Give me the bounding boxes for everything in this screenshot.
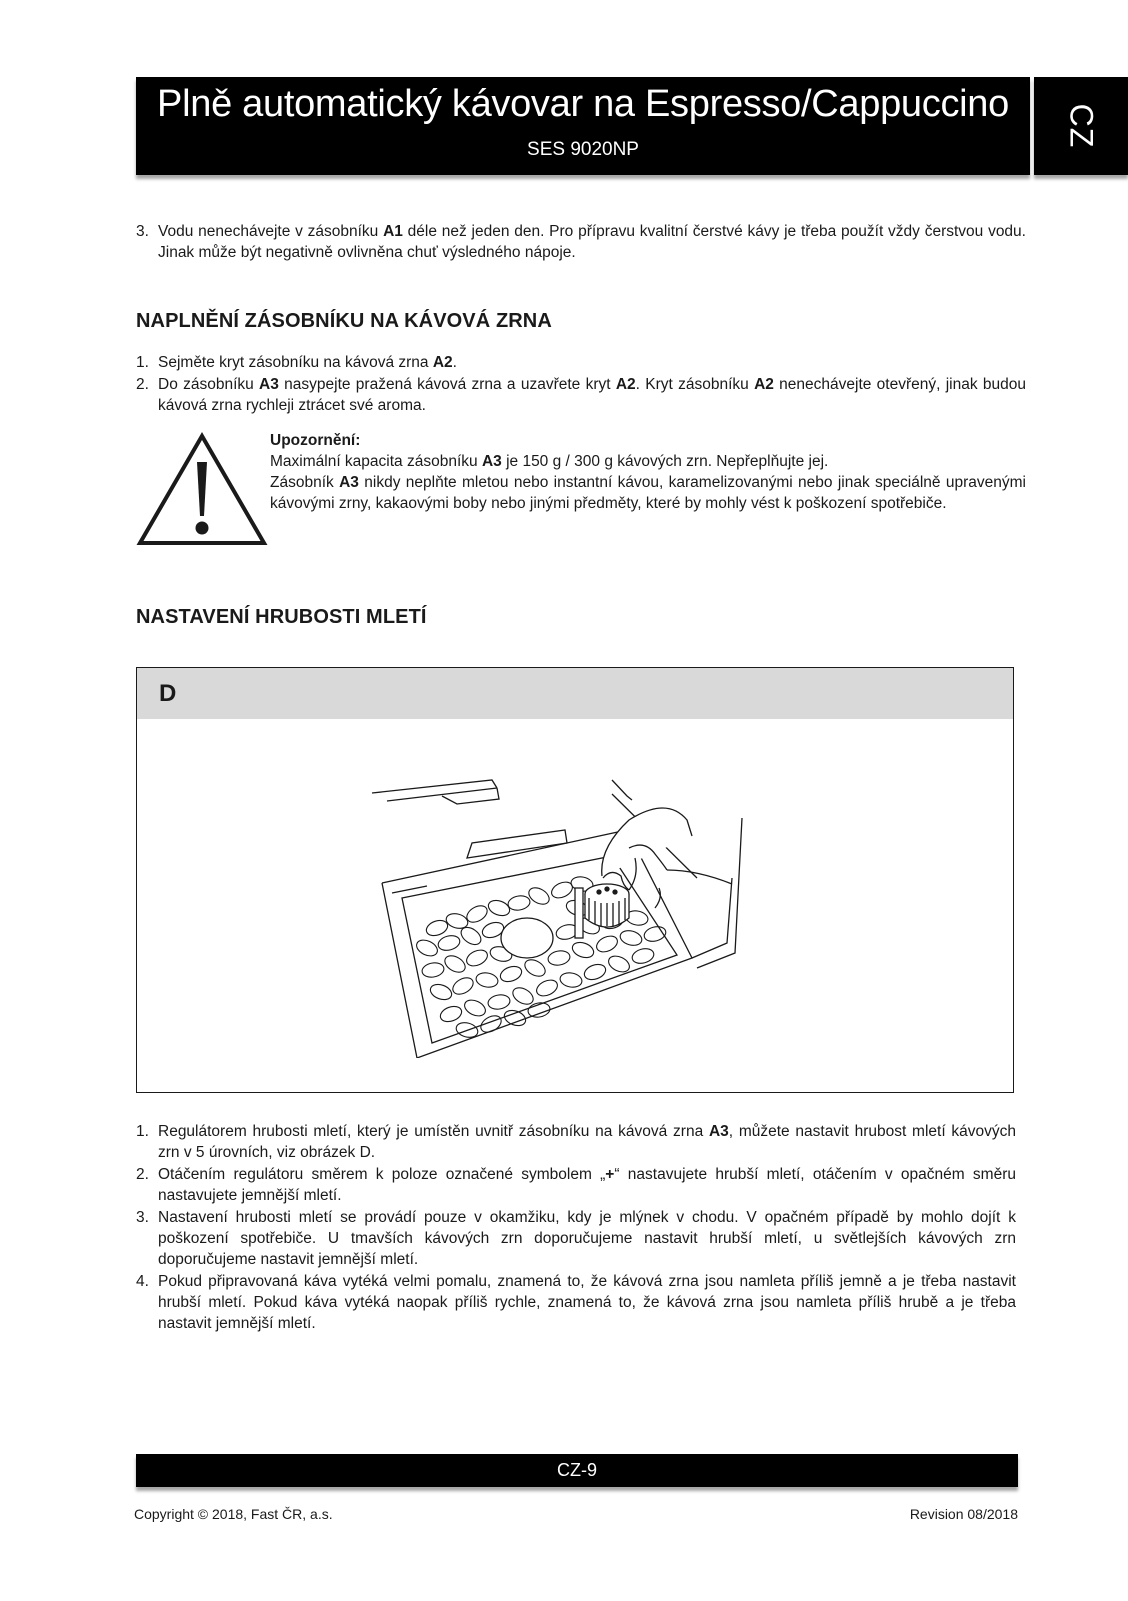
- grinder-illustration: [367, 758, 747, 1058]
- plus-symbol: +: [605, 1166, 615, 1183]
- part-ref: A3: [259, 376, 279, 393]
- list-item: [136, 1207, 1016, 1270]
- page-number: CZ-9: [557, 1460, 597, 1480]
- warning-text: [270, 430, 1026, 514]
- part-ref: A2: [615, 376, 636, 393]
- list-item: [136, 352, 1026, 373]
- warning-triangle-icon: [136, 432, 268, 547]
- warning-text-part: je 150 g / 300 g kávových zrn. Nepřeplňujte jej.: [501, 453, 829, 470]
- bean-hopper-steps: [136, 352, 1026, 416]
- main-content: [136, 221, 1026, 629]
- document-title: Plně automatický kávovar na Espresso/Cappuccino: [157, 83, 1009, 125]
- header-bar: [136, 77, 1030, 175]
- grind-steps: [136, 1121, 1016, 1334]
- section-heading-grind-setting: NASTAVENÍ HRUBOSTI MLETÍ: [136, 606, 427, 628]
- list-item: [136, 374, 1026, 416]
- step-text: Sejměte kryt zásobníku na kávová zrna: [158, 354, 433, 371]
- part-ref: A3: [708, 1123, 729, 1140]
- language-tab-label: CZ: [1063, 103, 1100, 149]
- step-text: déle než jeden den. Pro přípravu kvalitní čerstvé kávy je třeba použít vždy čerstvou vodu. Jinak může být negativně ovlivněna chuť výsledného nápoje.: [158, 223, 1026, 261]
- warning-text-part: Zásobník: [270, 474, 340, 491]
- grind-steps-container: [136, 1121, 1016, 1335]
- language-tab: [1034, 77, 1128, 175]
- intro-steps: [136, 221, 1026, 263]
- step-text: . Kryt zásobníku: [635, 376, 755, 393]
- step-text: nenechávejte otevřený, jinak budou kávová zrna rychleji ztrácet své aroma.: [158, 376, 1026, 414]
- warning-title: Upozornění:: [270, 432, 361, 449]
- warning-line: [270, 451, 1026, 472]
- step-text: Pokud připravovaná káva vytéká velmi pomalu, znamená to, že kávová zrna jsou namleta příliš jemně a je třeba nastavit hrubší mletí. Pokud káva vytéká naopak příliš rychle, znamená to, že kávová zrna jsou namleta příliš hrubě a je třeba nastavit jemnější mletí.: [158, 1273, 1016, 1332]
- list-item: [136, 1271, 1016, 1334]
- step-number: 3.: [136, 1209, 149, 1226]
- part-ref: A2: [432, 354, 453, 371]
- step-text: Regulátorem hrubosti mletí, který je umístěn uvnitř zásobníku na kávová zrna: [158, 1123, 709, 1140]
- part-ref: A3: [339, 474, 359, 491]
- warning-line: [270, 472, 1026, 514]
- warning-text-part: nikdy neplňte mletou nebo instantní kávou, karamelizovanými nebo jinak speciálně upravenými kávovými zrny, kakaovými boby nebo jinými předměty, které by mohly vést k poškození spotřebiče.: [270, 474, 1027, 512]
- step-number: 3.: [136, 223, 149, 240]
- step-text: Do zásobníku: [158, 376, 260, 393]
- warning-notice: [136, 430, 1026, 550]
- step-text: Otáčením regulátoru směrem k poloze označené symbolem „: [158, 1166, 606, 1183]
- part-ref: A3: [481, 453, 502, 470]
- step-number: 1.: [136, 354, 149, 371]
- step-number: 2.: [136, 1166, 149, 1183]
- figure-d: [136, 667, 1014, 1093]
- figure-label: D: [159, 680, 177, 707]
- step-text: “ nastavujete hrubší mletí, otáčením v opačném směru nastavujete jemnější mletí.: [158, 1166, 1016, 1204]
- step-text: .: [452, 354, 457, 371]
- part-ref: A2: [754, 376, 774, 393]
- list-item: [136, 1164, 1016, 1206]
- step-text: Vodu nenechávejte v zásobníku: [158, 223, 384, 240]
- step-number: 1.: [136, 1123, 149, 1140]
- section-heading-bean-hopper: NAPLNĚNÍ ZÁSOBNÍKU NA KÁVOVÁ ZRNA: [136, 310, 552, 332]
- warning-text-part: Maximální kapacita zásobníku: [270, 453, 482, 470]
- figure-header: [137, 668, 1013, 719]
- step-text: Nastavení hrubosti mletí se provádí pouze v okamžiku, kdy je mlýnek v chodu. V opačném případě by mohlo dojít k poškození spotřebiče. U tmavších kávových zrn doporučujeme nastavit hrubší mletí, u světlejších kávových zrn doporučujeme nastavit jemnější mletí.: [158, 1209, 1016, 1268]
- part-ref: A1: [383, 223, 403, 240]
- step-text: , můžete nastavit hrubost mletí kávových zrn v 5 úrovních, viz obrázek D.: [158, 1123, 1017, 1161]
- copyright: Copyright © 2018, Fast ČR, a.s.: [134, 1506, 333, 1522]
- model-number: SES 9020NP: [527, 139, 639, 160]
- footer-page-bar: [136, 1454, 1018, 1487]
- list-item: [136, 1121, 1016, 1163]
- step-number: 2.: [136, 376, 149, 393]
- list-item: [136, 221, 1026, 263]
- step-text: nasypejte pražená kávová zrna a uzavřete kryt: [278, 376, 616, 393]
- step-number: 4.: [136, 1273, 149, 1290]
- revision: Revision 08/2018: [909, 1506, 1018, 1522]
